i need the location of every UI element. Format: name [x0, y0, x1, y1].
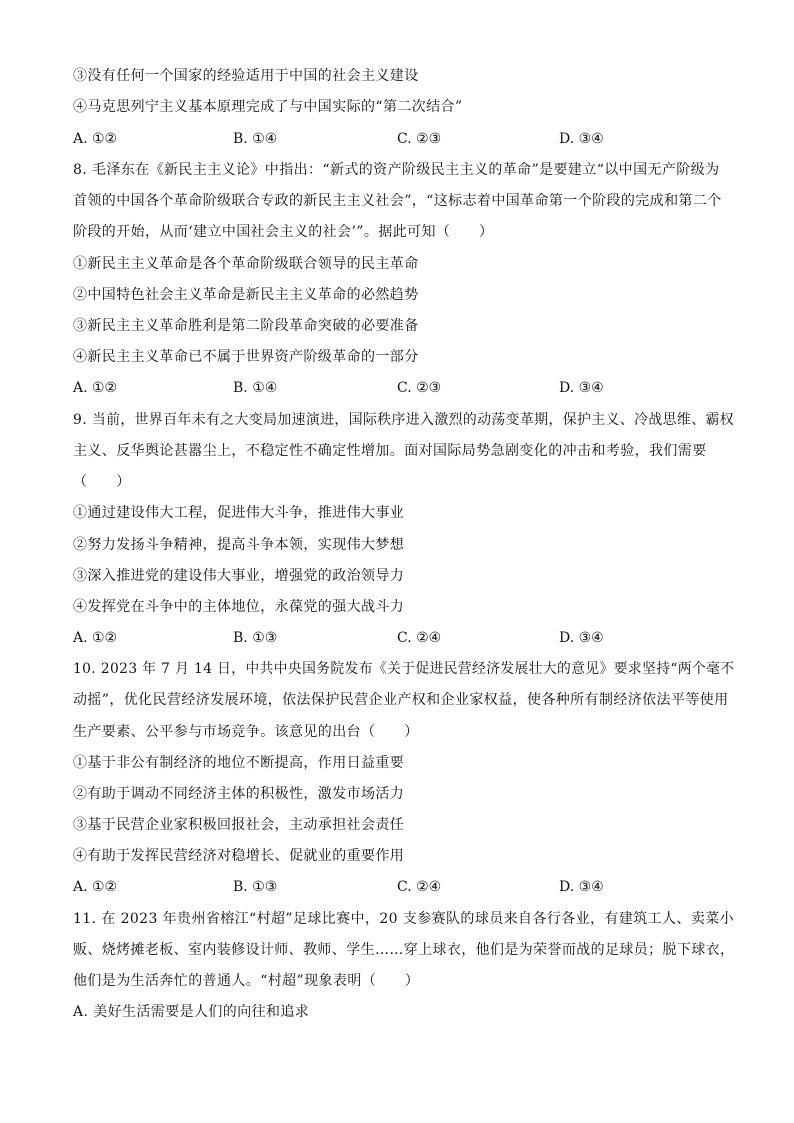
q9-option-d[interactable]: D. ③④ — [559, 630, 604, 646]
q8-stem-line-1: 8. 毛泽东在《新民主主义论》中指出：“新式的资产阶级民主主义的革命”是要建立“以中国无产阶级为 — [73, 162, 720, 178]
q7-item-4: ④马克思列宁主义基本原理完成了与中国实际的“第二次结合” — [73, 99, 463, 115]
q11-stem-line-2: 贩、烧烤摊老板、室内装修设计师、教师、学生……穿上球衣，他们是为荣誉而战的足球员；脱下球衣， — [73, 942, 735, 958]
q9-item-2: ②努力发扬斗争精神，提高斗争本领，实现伟大梦想 — [73, 537, 405, 553]
q8-item-2: ②中国特色社会主义革命是新民主主义革命的必然趋势 — [73, 287, 419, 303]
q10-option-b[interactable]: B. ①③ — [233, 879, 278, 895]
q10-item-1: ①基于非公有制经济的地位不断提高，作用日益重要 — [73, 755, 405, 771]
q8-option-d[interactable]: D. ③④ — [559, 380, 604, 396]
q10-item-2: ②有助于调动不同经济主体的积极性，激发市场活力 — [73, 786, 405, 802]
q9-stem-line-1: 9. 当前，世界百年未有之大变局加速演进，国际秩序进入激烈的动荡变革期，保护主义、冷战思维、霸权 — [73, 412, 735, 428]
q8-option-a[interactable]: A. ①② — [73, 380, 118, 396]
q10-stem-line-3: 生产要素、公平参与市场竞争。该意见的出台（ ） — [73, 724, 419, 740]
q11-option-a[interactable]: A. 美好生活需要是人们的向往和追求 — [73, 1004, 310, 1020]
q8-option-c[interactable]: C. ②③ — [397, 380, 442, 396]
q8-option-b[interactable]: B. ①④ — [233, 380, 278, 396]
q8-item-1: ①新民主主义革命是各个革命阶级联合领导的民主革命 — [73, 256, 419, 272]
q9-stem-line-2: 主义、反华舆论甚嚣尘上，不稳定性不确定性增加。面对国际局势急剧变化的冲击和考验，我们需要 — [73, 443, 707, 459]
q8-stem-line-3: 阶段的开始，从而‘建立中国社会主义的社会’”。据此可知（ ） — [73, 224, 494, 240]
q10-stem-line-1: 10. 2023 年 7 月 14 日，中共中央国务院发布《关于促进民营经济发展壮大的意见》要求坚持“两个毫不 — [73, 661, 735, 677]
q10-option-a[interactable]: A. ①② — [73, 879, 118, 895]
q10-option-c[interactable]: C. ②④ — [397, 879, 442, 895]
q9-option-c[interactable]: C. ②④ — [397, 630, 442, 646]
q7-option-b[interactable]: B. ①④ — [233, 131, 278, 147]
q8-item-3: ③新民主主义革命胜利是第二阶段革命突破的必要准备 — [73, 318, 419, 334]
q9-options — [73, 628, 713, 648]
q10-item-4: ④有助于发挥民营经济对稳增长、促就业的重要作用 — [73, 848, 405, 864]
q11-stem-line-3: 他们是为生活奔忙的普通人。“村超”现象表明（ ） — [73, 973, 420, 989]
q8-options — [73, 378, 713, 398]
q8-item-4: ④新民主主义革命已不属于世界资产阶级革命的一部分 — [73, 349, 419, 365]
q9-item-3: ③深入推进党的建设伟大事业，增强党的政治领导力 — [73, 568, 405, 584]
q9-item-1: ①通过建设伟大工程，促进伟大斗争，推进伟大事业 — [73, 505, 405, 521]
q9-item-4: ④发挥党在斗争中的主体地位，永葆党的强大战斗力 — [73, 599, 405, 615]
q10-options — [73, 877, 713, 897]
q10-stem-line-2: 动摇”，优化民营经济发展环境，依法保护民营企业产权和企业家权益，使各种所有制经济依法平等使用 — [73, 692, 729, 708]
q7-option-c[interactable]: C. ②③ — [397, 131, 442, 147]
q7-option-a[interactable]: A. ①② — [73, 131, 118, 147]
q10-item-3: ③基于民营企业家积极回报社会，主动承担社会责任 — [73, 817, 405, 833]
q9-option-b[interactable]: B. ①③ — [233, 630, 278, 646]
q11-stem-line-1: 11. 在 2023 年贵州省榕江“村超”足球比赛中，20 支参赛队的球员来自各行各业，有建筑工人、卖菜小 — [73, 911, 735, 927]
q9-stem-line-3: （ ） — [73, 474, 131, 490]
q7-option-d[interactable]: D. ③④ — [559, 131, 604, 147]
q7-item-3: ③没有任何一个国家的经验适用于中国的社会主义建设 — [73, 68, 419, 84]
q10-option-d[interactable]: D. ③④ — [559, 879, 604, 895]
q7-options — [73, 129, 713, 149]
q8-stem-line-2: 首领的中国各个革命阶级联合专政的新民主主义社会”，“这标志着中国革命第一个阶段的完成和第二个 — [73, 193, 722, 209]
q9-option-a[interactable]: A. ①② — [73, 630, 118, 646]
